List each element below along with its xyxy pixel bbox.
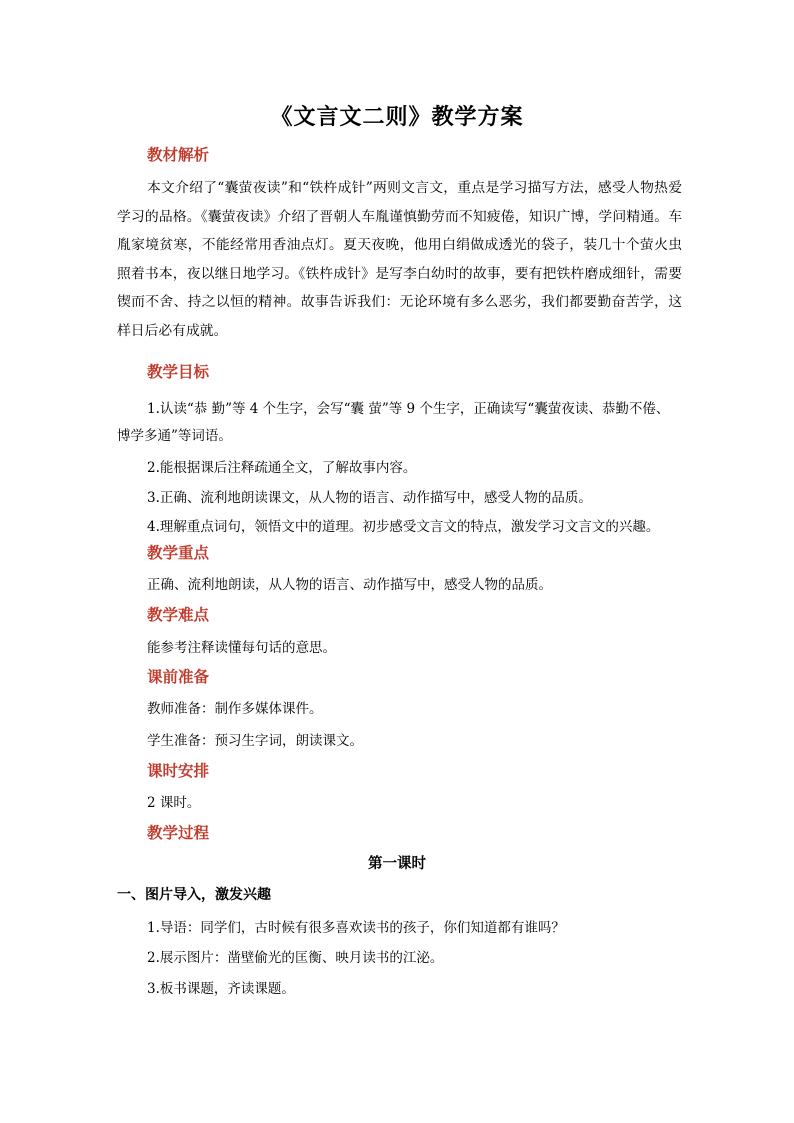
prep-student: 学生准备：预习生字词，朗读课文。 <box>147 733 363 749</box>
process-item-3: 3.板书课题，齐读课题。 <box>147 981 295 997</box>
prep-teacher: 教师准备：制作多媒体课件。 <box>147 701 323 717</box>
lesson-title: 第一课时 <box>368 855 426 872</box>
heading-schedule: 课时安排 <box>147 761 210 780</box>
analysis-paragraph: 本文介绍了“囊萤夜读”和“铁杵成针”两则文言文，重点是学习描写方法，感受人物热爱学习的品格。《囊萤夜读》介绍了晋朝人车胤谨慎勤劳而不知疲倦，知识广博，学问精通。车胤家境贫寒，不能经常用香油点灯。夏天夜晚，他用白绢做成透光的袋子，装几十个萤火虫照着书本，夜以继日地学习。《铁杵成针》是写李白幼时的故事，要有把铁杵磨成细针，需要锲而不舍、持之以恒的精神。故事告诉我们：无论环境有多么恶劣，我们都要勤奋苦学，这样日后必有成就。 <box>117 180 682 339</box>
document-title: 《文言文二则》教学方案 <box>270 104 524 130</box>
goal-item-2: 2.能根据课后注释疏通全文，了解故事内容。 <box>147 460 417 476</box>
difficulty-text: 能参考注释读懂每句话的意思。 <box>147 640 336 656</box>
heading-goals: 教学目标 <box>147 362 210 381</box>
goal-item-3: 3.正确、流利地朗读课文，从人物的语言、动作描写中，感受人物的品质。 <box>147 490 592 506</box>
step-heading: 一、图片导入，激发兴趣 <box>117 887 271 903</box>
process-item-1: 1.导语：同学们，古时候有很多喜欢读书的孩子，你们知道都有谁吗？ <box>147 920 565 936</box>
goal-item-4: 4.理解重点词句，领悟文中的道理。初步感受文言文的特点，激发学习文言文的兴趣。 <box>147 519 660 535</box>
heading-process: 教学过程 <box>147 823 210 842</box>
schedule-text: 2 课时。 <box>147 795 201 811</box>
heading-prep: 课前准备 <box>147 667 210 686</box>
heading-key: 教学重点 <box>147 543 210 562</box>
key-text: 正确、流利地朗读，从人物的语言、动作描写中，感受人物的品质。 <box>147 577 552 593</box>
heading-analysis: 教材解析 <box>147 145 210 164</box>
process-item-2: 2.展示图片：凿壁偷光的匡衡、映月读书的江泌。 <box>147 950 444 966</box>
heading-difficulty: 教学难点 <box>147 605 210 624</box>
goal-item-1: 1.认读“恭 勤”等 4 个生字，会写“囊 萤”等 9 个生字，正确读写“囊萤夜读、恭勤不倦、博学多通”等词语。 <box>117 401 670 444</box>
